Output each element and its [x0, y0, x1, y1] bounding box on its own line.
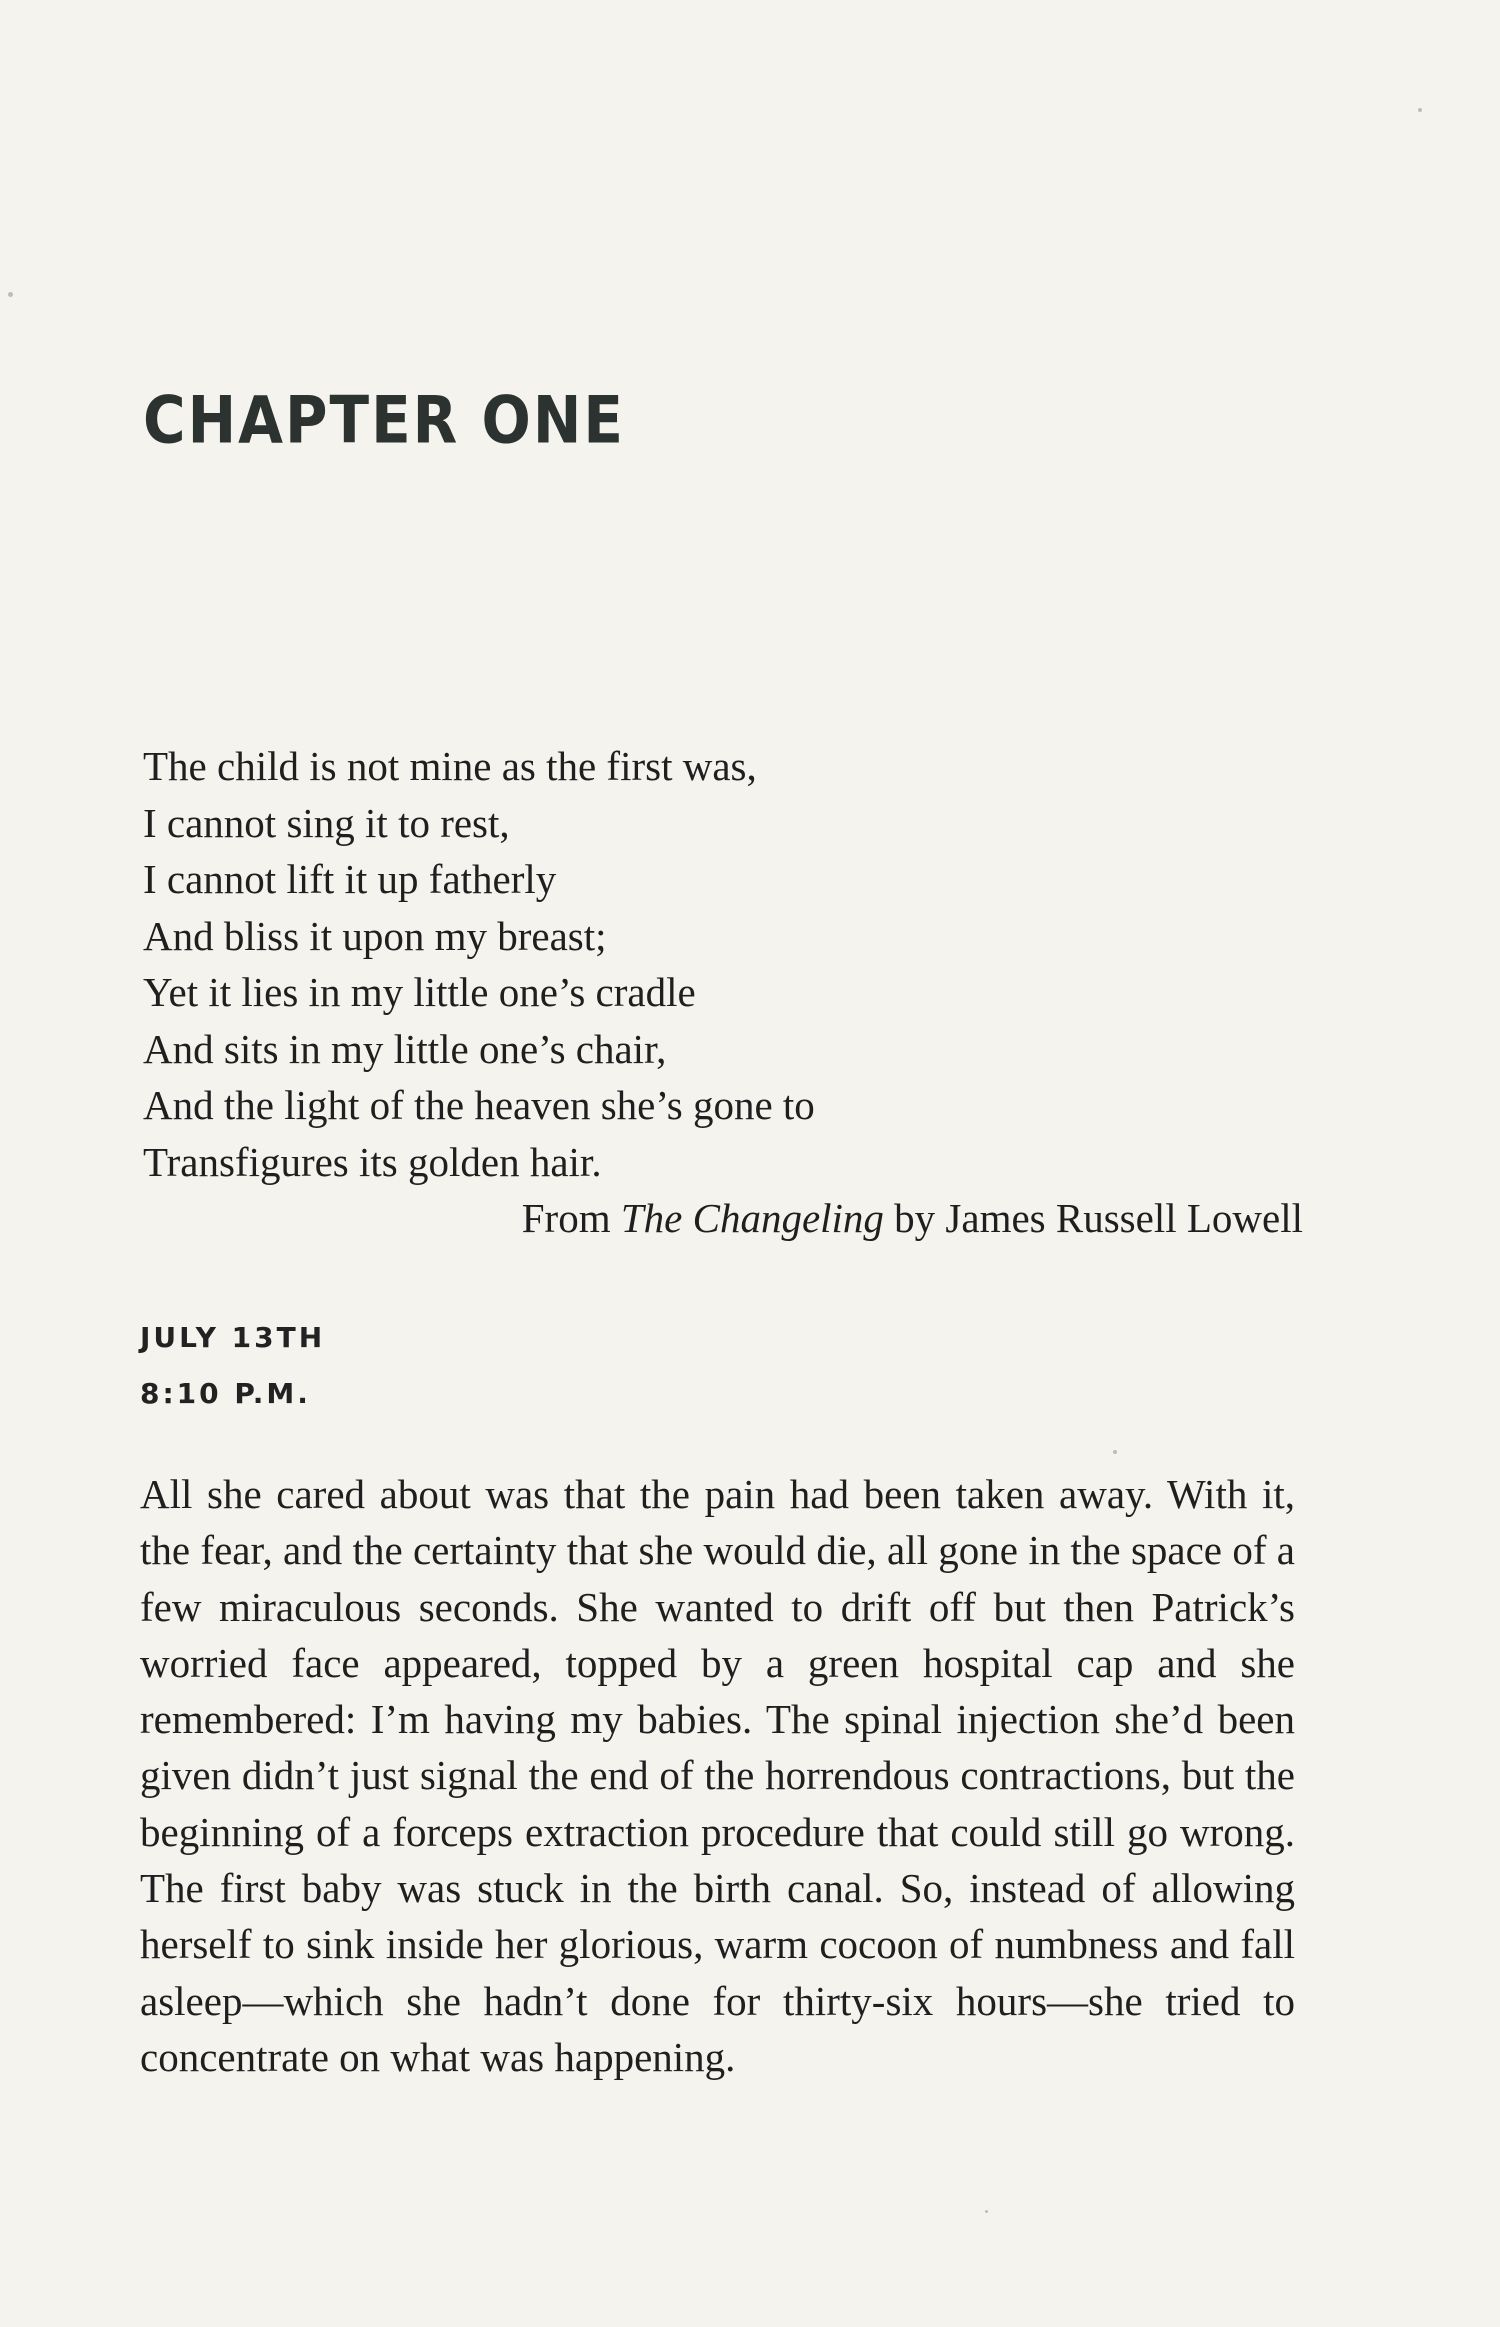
epigraph-line: I cannot lift it up fatherly	[143, 856, 557, 902]
scan-speck	[985, 2210, 988, 2213]
epigraph-line: I cannot sing it to rest,	[143, 799, 510, 846]
attribution-author: by James Russell Lowell	[883, 1195, 1303, 1241]
dateline	[140, 1310, 325, 1422]
epigraph-attribution	[143, 1190, 1303, 1247]
attribution-prefix: From	[521, 1195, 621, 1241]
scan-speck	[1113, 1450, 1117, 1454]
chapter-title: CHAPTER ONE	[143, 382, 626, 459]
scan-speck	[1418, 108, 1422, 112]
epigraph-line: Yet it lies in my little one’s cradle	[143, 969, 696, 1015]
attribution-work-title: The Changeling	[620, 1195, 884, 1241]
epigraph-line: The child is not mine as the first was,	[143, 743, 757, 789]
body-paragraph: All she cared about was that the pain had been taken away. With it, the fear, and the certainty that she would die, all gone in the space of a few miraculous seconds. She wanted to drift off but then Patrick’s worried face appeared, topped by a green hospital cap and she remembered: I’m having my babies. The spinal injection she’d been given didn’t just signal the end of the horrendous contractions, but the beginning of a forceps extraction procedure that could still go wrong. The first baby was stuck in the birth canal. So, instead of allowing herself to sink inside her glorious, warm cocoon of numbness and fall asleep—which she hadn’t done for thirty-six hours—she tried to concentrate on what was happening.	[140, 1471, 1295, 2080]
dateline-time: 8:10 P.M.	[140, 1377, 311, 1410]
dateline-date: JULY 13TH	[140, 1321, 326, 1354]
epigraph-line: And bliss it upon my breast;	[143, 912, 607, 959]
epigraph-line: And the light of the heaven she’s gone to	[143, 1082, 815, 1128]
scan-speck	[8, 292, 13, 297]
epigraph-line: And sits in my little one’s chair,	[143, 1025, 667, 1072]
epigraph-line: Transfigures its golden hair.	[143, 1138, 602, 1185]
epigraph	[143, 738, 1303, 1247]
